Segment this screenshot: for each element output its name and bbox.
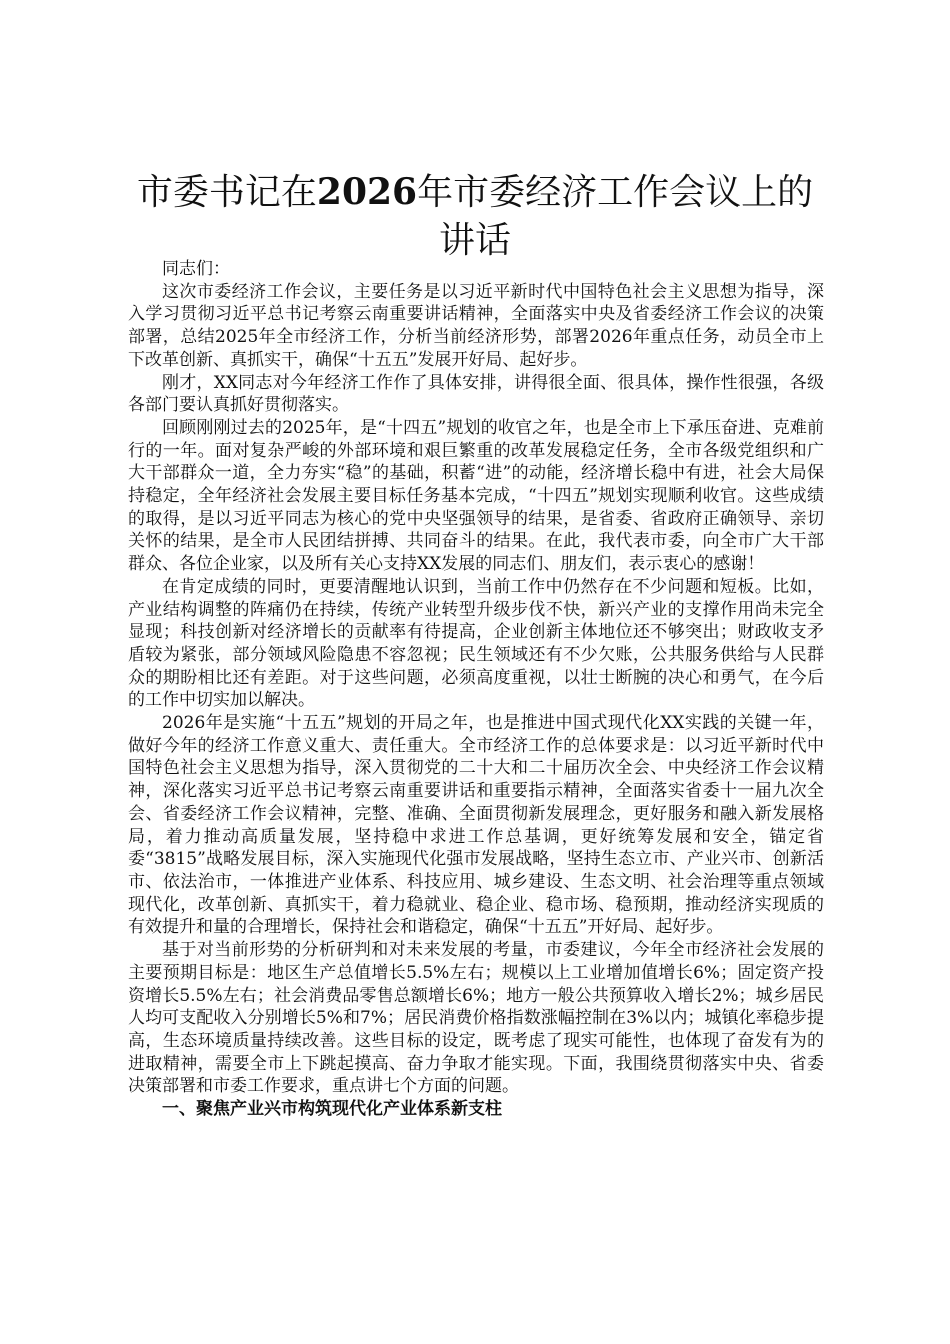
paragraph-4: 在肯定成绩的同时，更要清醒地认识到，当前工作中仍然存在不少问题和短板。比如，产业结构调整的阵痛仍在持续，传统产业转型升级步伐不快，新兴产业的支撑作用尚未完全显现；科技创新对经济增长的贡献率有待提高，企业创新主体地位还不够突出；财政收支矛盾较为紧张，部分领域风险隐患不容忽视；民生领域还有不少欠账，公共服务供给与人民群众的期盼相比还有差距。对于这些问题，必须高度重视，以壮士断腕的决心和勇气，在今后的工作中切实加以解决。 [128, 576, 824, 711]
paragraph-1: 这次市委经济工作会议，主要任务是以习近平新时代中国特色社会主义思想为指导，深入学习贯彻习近平总书记考察云南重要讲话精神，全面落实中央及省委经济工作会议的决策部署，总结2025年全市经济工作，分析当前经济形势，部署2026年重点任务，动员全市上下改革创新、真抓实干，确保“十五五”发展开好局、起好步。 [128, 281, 824, 370]
document-title [120, 168, 830, 265]
title-suffix: 年市委经济工作会议上的讲话 [417, 172, 814, 261]
title-prefix: 市委书记在 [136, 172, 317, 213]
paragraph-6: 基于对当前形势的分析研判和对未来发展的考量，市委建议，今年全市经济社会发展的主要预期目标是：地区生产总值增长5.5%左右；规模以上工业增加值增长6%；固定资产投资增长5.5%左右；社会消费品零售总额增长6%；地方一般公共预算收入增长2%；城乡居民人均可支配收入分别增长5%和7%；居民消费价格指数涨幅控制在3%以内；城镇化率稳步提高，生态环境质量持续改善。这些目标的设定，既考虑了现实可能性，也体现了奋发有为的进取精神，需要全市上下跳起摸高、奋力争取才能实现。下面，我围绕贯彻落实中央、省委决策部署和市委工作要求，重点讲七个方面的问题。 [128, 940, 824, 1097]
paragraph-5: 2026年是实施“十五五”规划的开局之年，也是推进中国式现代化XX实践的关键一年，做好今年的经济工作意义重大、责任重大。全市经济工作的总体要求是：以习近平新时代中国特色社会主义思想为指导，深入贯彻党的二十大和二十届历次全会、中央经济工作会议精神，深化落实习近平总书记考察云南重要讲话和重要指示精神，全面落实省委十一届九次全会、省委经济工作会议精神，完整、准确、全面贯彻新发展理念，更好服务和融入新发展格局，着力推动高质量发展，坚持稳中求进工作总基调，更好统筹发展和安全，锚定省委“3815”战略发展目标，深入实施现代化强市发展战略，坚持生态立市、产业兴市、创新活市、依法治市，一体推进产业体系、科技应用、城乡建设、生态文明、社会治理等重点领域现代化，改革创新、真抓实干，着力稳就业、稳企业、稳市场、稳预期，推动经济实现质的有效提升和量的合理增长，保持社会和谐稳定，确保“十五五”开好局、起好步。 [128, 713, 824, 938]
document-body [128, 258, 824, 1121]
salutation: 同志们： [162, 259, 230, 279]
paragraph-3: 回顾刚刚过去的2025年，是“十四五”规划的收官之年，也是全市上下承压奋进、克难前行的一年。面对复杂严峻的外部环境和艰巨繁重的改革发展稳定任务，全市各级党组织和广大干部群众一道，全力夯实“稳”的基础，积蓄“进”的动能，经济增长稳中有进，社会大局保持稳定，全年经济社会发展主要目标任务基本完成，“十四五”规划实现顺利收官。这些成绩的取得，是以习近平同志为核心的党中央坚强领导的结果，是省委、省政府正确领导、亲切关怀的结果，是全市人民团结拼搏、共同奋斗的结果。在此，我代表市委，向全市广大干部群众、各位企业家，以及所有关心支持XX发展的同志们、朋友们，表示衷心的感谢！ [128, 417, 824, 575]
paragraph-2: 刚才，XX同志对今年经济工作作了具体安排，讲得很全面、很具体，操作性很强，各级各部门要认真抓好贯彻落实。 [128, 372, 824, 416]
section-heading: 一、聚焦产业兴市构筑现代化产业体系新支柱 [162, 1099, 502, 1120]
title-year: 2026 [316, 171, 418, 213]
